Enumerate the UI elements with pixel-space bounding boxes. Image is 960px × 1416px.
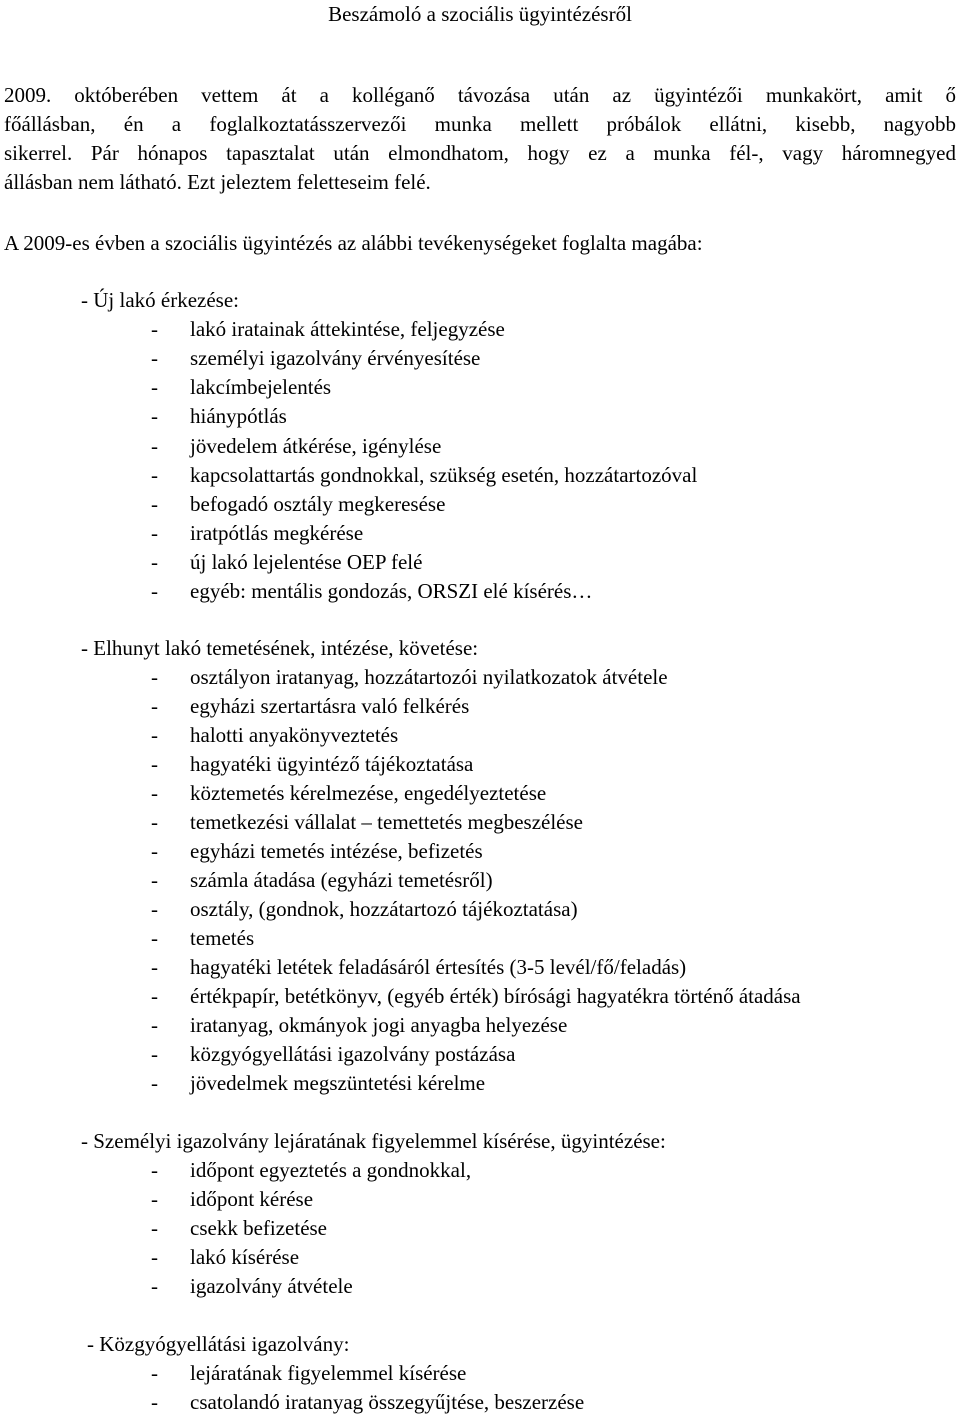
list-item-text: befogadó osztály megkeresése (190, 492, 446, 516)
list-item-text: közgyógyellátási igazolvány postázása (190, 1042, 516, 1066)
list-item-dash: - (151, 839, 158, 863)
section-heading: - Közgyógyellátási igazolvány: (87, 1332, 350, 1356)
list-item-dash: - (151, 752, 158, 776)
list-item-text: egyházi szertartásra való felkérés (190, 694, 470, 718)
section-heading: - Személyi igazolvány lejáratának figyelemmel kísérése, ügyintézése: (81, 1129, 666, 1153)
list-item-dash: - (151, 955, 158, 979)
list-item-dash: - (151, 1361, 158, 1385)
list-item-dash: - (151, 781, 158, 805)
list-item-dash: - (151, 1071, 158, 1095)
list-item-dash: - (151, 1013, 158, 1037)
list-item-text: lakó iratainak áttekintése, feljegyzése (190, 317, 505, 341)
list-item-dash: - (151, 1274, 158, 1298)
list-item-dash: - (151, 317, 158, 341)
list-item-text: iratanyag, okmányok jogi anyagba helyezése (190, 1013, 568, 1037)
summary-line: A 2009-es évben a szociális ügyintézés az alábbi tevékenységeket foglalta magába: (4, 231, 703, 255)
intro-paragraph (4, 81, 956, 197)
list-item-dash: - (151, 1245, 158, 1269)
list-item-dash: - (151, 694, 158, 718)
list-item-text: temetés (190, 926, 255, 950)
list-item-dash: - (151, 434, 158, 458)
list-item-text: csatolandó iratanyag összegyűjtése, beszerzése (190, 1390, 585, 1414)
list-item-text: iratpótlás megkérése (190, 521, 364, 545)
list-item-text: osztály, (gondnok, hozzátartozó tájékoztatása) (190, 897, 578, 921)
list-item-text: új lakó lejelentése OEP felé (190, 550, 423, 574)
list-item-text: időpont egyeztetés a gondnokkal, (190, 1158, 472, 1182)
list-item-dash: - (151, 463, 158, 487)
list-item-text: csekk befizetése (190, 1216, 328, 1240)
section-heading: - Új lakó érkezése: (81, 288, 240, 312)
list-item-dash: - (151, 926, 158, 950)
list-item-dash: - (151, 665, 158, 689)
list-item-dash: - (151, 1390, 158, 1414)
list-item-dash: - (151, 550, 158, 574)
list-item-text: egyéb: mentális gondozás, ORSZI elé kísérés… (190, 579, 593, 603)
list-item-text: halotti anyakönyveztetés (190, 723, 399, 747)
intro-line: sikerrel. Pár hónapos tapasztalat után elmondhatom, hogy ez a munka fél-, vagy háromnegyed (4, 141, 956, 165)
list-item-dash: - (151, 521, 158, 545)
list-item-dash: - (151, 1187, 158, 1211)
list-item-text: időpont kérése (190, 1187, 314, 1211)
list-item-dash: - (151, 723, 158, 747)
list-item-text: egyházi temetés intézése, befizetés (190, 839, 483, 863)
list-item-text: jövedelmek megszüntetési kérelme (190, 1071, 486, 1095)
document-title: Beszámoló a szociális ügyintézésről (328, 2, 632, 26)
list-item-text: köztemetés kérelmezése, engedélyeztetése (190, 781, 547, 805)
list-item-text: hagyatéki ügyintéző tájékoztatása (190, 752, 474, 776)
list-item-text: lakcímbejelentés (190, 375, 332, 399)
intro-line: főállásban, én a foglalkoztatásszervezői munka mellett próbálok ellátni, kisebb, nagyobb (4, 112, 956, 136)
list-item-text: temetkezési vállalat – temettetés megbeszélése (190, 810, 583, 834)
list-item-text: osztályon iratanyag, hozzátartozói nyilatkozatok átvétele (190, 665, 668, 689)
list-item-text: igazolvány átvétele (190, 1274, 353, 1298)
intro-line: 2009. októberében vettem át a kolléganő távozása után az ügyintézői munkakört, amit ő (4, 83, 956, 107)
list-item-text: értékpapír, betétkönyv, (egyéb érték) bírósági hagyatékra történő átadása (190, 984, 801, 1008)
list-item-dash: - (151, 984, 158, 1008)
list-item-dash: - (151, 375, 158, 399)
list-item-text: lejáratának figyelemmel kísérése (190, 1361, 467, 1385)
list-item-dash: - (151, 492, 158, 516)
list-item-dash: - (151, 897, 158, 921)
list-item-dash: - (151, 1042, 158, 1066)
list-item-text: lakó kísérése (190, 1245, 300, 1269)
intro-line: állásban nem látható. Ezt jeleztem feletteseim felé. (4, 170, 431, 194)
list-item-dash: - (151, 868, 158, 892)
list-item-text: személyi igazolvány érvényesítése (190, 346, 481, 370)
list-item-dash: - (151, 810, 158, 834)
list-item-dash: - (151, 579, 158, 603)
list-item-dash: - (151, 1158, 158, 1182)
list-item-text: hiánypótlás (190, 404, 287, 428)
list-item-dash: - (151, 1216, 158, 1240)
list-item-text: hagyatéki letétek feladásáról értesítés (3-5 levél/fő/feladás) (190, 955, 687, 979)
section-heading: - Elhunyt lakó temetésének, intézése, követése: (81, 636, 479, 660)
list-item-text: kapcsolattartás gondnokkal, szükség esetén, hozzátartozóval (190, 463, 698, 487)
list-item-text: számla átadása (egyházi temetésről) (190, 868, 493, 892)
list-item-text: jövedelem átkérése, igénylése (190, 434, 442, 458)
list-item-dash: - (151, 404, 158, 428)
list-item-dash: - (151, 346, 158, 370)
